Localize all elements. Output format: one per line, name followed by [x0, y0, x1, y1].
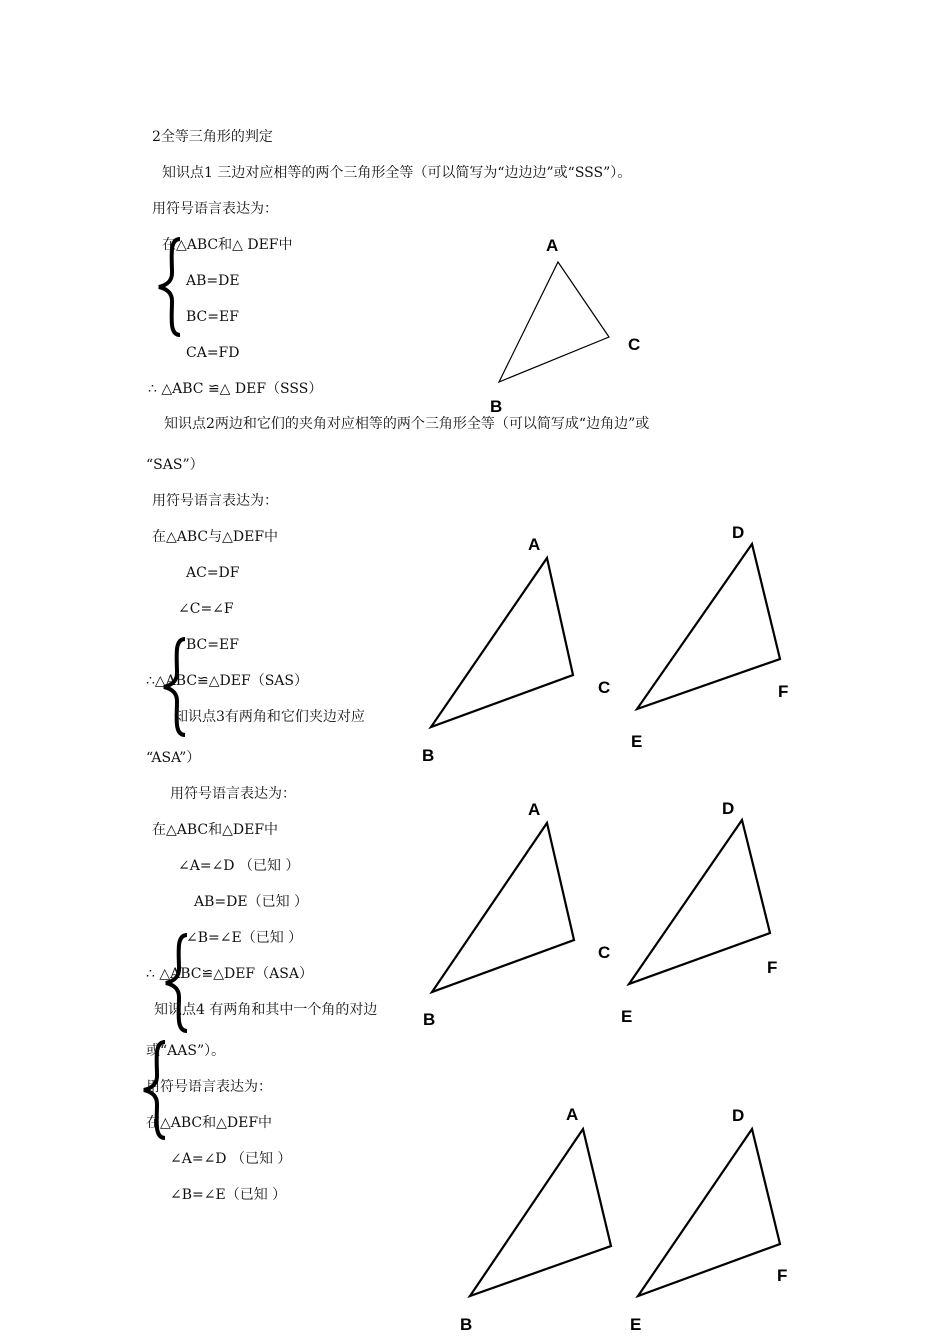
triangle-figure-1: [490, 255, 620, 390]
f3-label-f: F: [767, 958, 778, 977]
f2-label-b: B: [422, 746, 435, 765]
k3-condition-3: ∠B=∠E（已知 ）: [186, 930, 303, 946]
triangle-figure-2-abc: [420, 550, 590, 740]
k2-intro-continued: “SAS”）: [146, 457, 204, 473]
k3-conclusion: ∴ △ABC≌△DEF（ASA）: [146, 966, 313, 982]
k1-condition-3: CA=FD: [186, 345, 240, 361]
k2-conclusion: ∴△ABC≌△DEF（SAS）: [146, 673, 308, 689]
f2-label-c: C: [598, 678, 611, 697]
k3-in-triangles: 在△ABC和△DEF中: [152, 822, 279, 838]
k1-intro: 知识点1 三边对应相等的两个三角形全等（可以简写为“边边边”或“SSS”）。: [162, 165, 632, 181]
k3-intro-continued: “ASA”）: [146, 750, 201, 766]
triangle-figure-4-def: [630, 1120, 795, 1310]
triangle-figure-4-abc: [460, 1120, 625, 1310]
f4-label-b: B: [460, 1315, 473, 1334]
k2-in-triangles: 在△ABC与△DEF中: [152, 529, 279, 545]
k1-brace: [155, 237, 185, 337]
k4-intro-continued: 或“AAS”）。: [146, 1043, 226, 1059]
f4-label-f: F: [777, 1266, 788, 1285]
k2-intro: 知识点2两边和它们的夹角对应相等的两个三角形全等（可以简写成“边角边”或: [164, 416, 650, 432]
f4-label-e: E: [630, 1315, 642, 1334]
k4-intro: 知识点4 有两角和其中一个角的对边: [154, 1002, 378, 1018]
k2-condition-2: ∠C=∠F: [178, 601, 234, 617]
f2-label-d: D: [732, 523, 745, 542]
k1-condition-1: AB=DE: [186, 273, 240, 289]
triangle-figure-3-def: [620, 815, 785, 995]
k4-expression-label: 用符号语言表达为：: [146, 1079, 272, 1095]
f3-label-c: C: [598, 943, 611, 962]
f4-label-a: A: [566, 1105, 579, 1124]
k2-condition-3: BC=EF: [186, 637, 239, 653]
k4-condition-2: ∠B=∠E（已知 ）: [170, 1187, 287, 1203]
triangle-figure-2-def: [630, 535, 795, 720]
k2-condition-1: AC=DF: [186, 565, 240, 581]
k3-condition-1: ∠A=∠D （已知 ）: [178, 858, 300, 874]
f3-label-e: E: [621, 1007, 633, 1026]
k4-brace: [140, 1040, 170, 1140]
k2-expression-label: 用符号语言表达为：: [152, 493, 278, 509]
f4-label-d: D: [732, 1106, 745, 1125]
k1-conclusion: ∴ △ABC ≌△ DEF（SSS）: [148, 381, 323, 397]
triangle-figure-3-abc: [425, 815, 590, 1000]
k1-condition-2: BC=EF: [186, 309, 239, 325]
k1-expression-label: 用符号语言表达为：: [152, 201, 278, 217]
k4-in-triangles: 在△ABC和△DEF中: [146, 1115, 273, 1131]
f2-label-e: E: [631, 732, 643, 751]
k3-intro: 知识点3有两角和它们夹边对应: [174, 709, 365, 725]
k3-expression-label: 用符号语言表达为：: [170, 786, 296, 802]
f3-label-a: A: [528, 800, 541, 819]
f3-label-d: D: [722, 799, 735, 818]
k4-condition-1: ∠A=∠D （已知 ）: [170, 1151, 292, 1167]
f1-label-a: A: [546, 236, 559, 255]
f2-label-f: F: [778, 682, 789, 701]
f3-label-b: B: [423, 1010, 436, 1029]
f1-label-c: C: [628, 335, 641, 354]
k1-in-triangles: 在△ABC和△ DEF中: [162, 237, 293, 253]
doc-title: 2全等三角形的判定: [152, 129, 273, 145]
f2-label-a: A: [528, 535, 541, 554]
k3-condition-2: AB=DE（已知 ）: [194, 894, 309, 910]
f1-label-b: B: [490, 397, 503, 416]
